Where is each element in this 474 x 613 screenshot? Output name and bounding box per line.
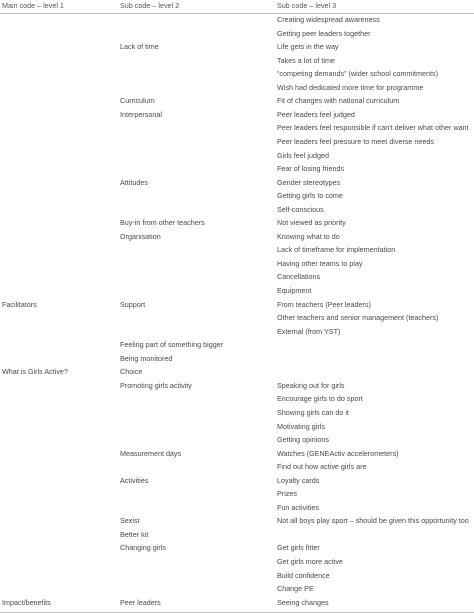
cell-sub-code-3: Fear of losing friends (277, 164, 345, 174)
cell-sub-code-3: Girls feel judged (277, 150, 329, 160)
cell-sub-code-3: Wish had dedicated more time for programme (277, 82, 424, 92)
cell-sub-code-3: Seeing changes (277, 597, 329, 607)
cell-sub-code-3: Change PE (277, 584, 314, 594)
cell-sub-code-3: Not all boys play sport – should be given this opportunity too (277, 516, 469, 526)
cell-sub-code-3: Encourage girls to do sport (277, 394, 363, 404)
cell-sub-code-2: Attitudes (120, 177, 148, 187)
cell-sub-code-2: Changing girls (120, 543, 166, 553)
table-row (0, 595, 474, 610)
cell-sub-code-2: Organisation (120, 231, 161, 241)
cell-sub-code-2: Better kit (120, 529, 149, 539)
cell-sub-code-3: Loyalty cards (277, 475, 320, 485)
cell-sub-code-3: “competing demands” (wider school commitments) (277, 69, 438, 79)
cell-sub-code-2: Curriculum (120, 96, 155, 106)
cell-sub-code-3: Creating widespread awareness (277, 15, 380, 24)
cell-sub-code-3: Life gets in the way (277, 42, 339, 52)
cell-sub-code-3: Lack of timeframe for implementation (277, 245, 396, 255)
cell-sub-code-2: Feeling part of something bigger (120, 340, 224, 350)
cell-sub-code-3: Build confidence (277, 570, 330, 580)
cell-sub-code-3: External (from YST) (277, 326, 341, 336)
cell-sub-code-3: Prizes (277, 489, 297, 499)
cell-sub-code-2: Lack of time (120, 42, 159, 52)
cell-sub-code-3: Cancellations (277, 272, 321, 282)
cell-sub-code-3: Watches (GENEActiv accelerometers) (277, 448, 399, 458)
cell-sub-code-3: Having other teams to play (277, 258, 363, 268)
cell-sub-code-2: Activities (120, 475, 149, 485)
cell-sub-code-3: Peer leaders feel responsible if can't deliver what other want (277, 123, 469, 133)
cell-main-code: Impact/benefits (2, 597, 51, 607)
cell-sub-code-2: Measurement days (120, 448, 182, 458)
cell-sub-code-3: From teachers (Peer leaders) (277, 299, 371, 309)
cell-sub-code-2: Promoting girls activity (120, 380, 192, 390)
cell-sub-code-3: Get girls more active (277, 557, 343, 566)
cell-sub-code-3: Speaking out for girls (277, 380, 345, 390)
cell-sub-code-3: Equipment (277, 286, 312, 295)
cell-sub-code-3: Peer leaders feel pressure to meet diverse needs (277, 136, 435, 146)
cell-sub-code-3: Getting girls to come (277, 191, 343, 201)
header-sub-code-level-3: Sub code – level 3 (277, 1, 337, 10)
cell-sub-code-3: Peer leaders feel judged (277, 109, 355, 119)
cell-sub-code-3: Getting peer leaders together (277, 28, 371, 38)
cell-sub-code-2: Being monitored (120, 353, 173, 363)
cell-sub-code-2: Support (120, 299, 146, 309)
cell-sub-code-3: Takes a lot of time (277, 55, 335, 65)
cell-sub-code-3: Gender stereotypes (277, 177, 341, 187)
cell-sub-code-3: Not viewed as priority (277, 218, 346, 228)
cell-sub-code-3: Get girls fitter (277, 543, 320, 553)
cell-sub-code-3: Knowing what to do (277, 231, 340, 241)
cell-main-code: Facilitators (2, 299, 37, 309)
cell-sub-code-2: Sexist (120, 516, 140, 526)
header-main-code: Main code – level 1 (2, 1, 64, 10)
cell-sub-code-2: Interpersonal (120, 109, 162, 119)
cell-sub-code-3: Fun activities (277, 502, 319, 512)
header-sub-code-level-2: Sub code – level 2 (120, 1, 180, 10)
cell-sub-code-2: Choice (120, 367, 143, 377)
cell-sub-code-2: Peer leaders (120, 597, 161, 607)
cell-sub-code-3: Other teachers and senior management (teachers) (277, 313, 439, 323)
cell-sub-code-3: Fit of changes with national curriculum (277, 96, 400, 106)
cell-sub-code-2: Buy-in from other teachers (120, 218, 205, 228)
cell-main-code: What is Girls Active? (2, 367, 68, 377)
cell-sub-code-3: Showing girls can do it (277, 407, 349, 417)
cell-sub-code-3: Find out how active girls are (277, 462, 367, 472)
cell-sub-code-3: Motivating girls (277, 421, 325, 431)
cell-sub-code-3: Getting opinions (277, 435, 329, 445)
cell-sub-code-3: Self-conscious (277, 204, 324, 214)
